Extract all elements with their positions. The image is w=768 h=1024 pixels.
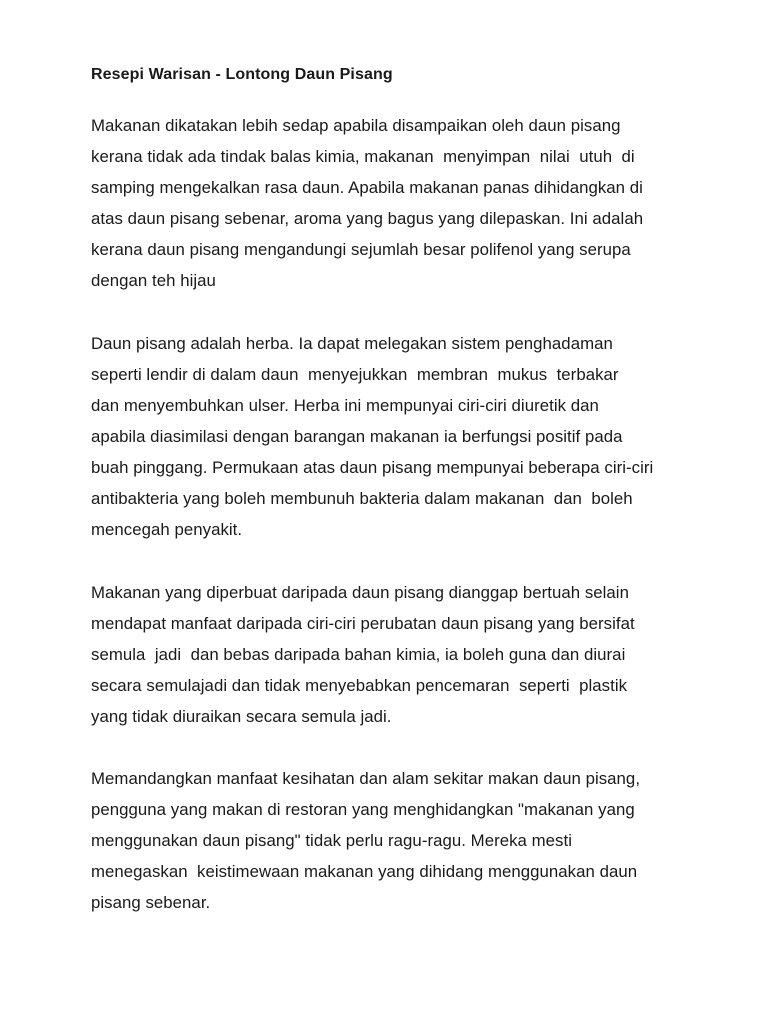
paragraph-line: Makanan yang diperbuat daripada daun pisang dianggap bertuah selain [91, 583, 629, 602]
paragraph-4 [91, 763, 711, 918]
paragraph-line: antibakteria yang boleh membunuh bakteria dalam makanan dan boleh [91, 489, 633, 508]
paragraph-line: kerana tidak ada tindak balas kimia, makanan menyimpan nilai utuh di [91, 147, 635, 166]
paragraph-line: mendapat manfaat daripada ciri-ciri perubatan daun pisang yang bersifat [91, 614, 635, 633]
paragraph-line: secara semulajadi dan tidak menyebabkan pencemaran seperti plastik [91, 676, 628, 695]
paragraph-3 [91, 577, 711, 732]
document-title: Resepi Warisan - Lontong Daun Pisang [91, 66, 393, 83]
paragraph-line: buah pinggang. Permukaan atas daun pisang mempunyai beberapa ciri-ciri [91, 458, 654, 477]
paragraph-line: atas daun pisang sebenar, aroma yang bagus yang dilepaskan. Ini adalah [91, 209, 644, 228]
paragraph-line: dengan teh hijau [91, 271, 216, 290]
paragraph-line: semula jadi dan bebas daripada bahan kimia, ia boleh guna dan diurai [91, 645, 626, 664]
paragraph-line: apabila diasimilasi dengan barangan makanan ia berfungsi positif pada [91, 427, 623, 446]
paragraph-line: mencegah penyakit. [91, 520, 243, 539]
paragraph-line: pengguna yang makan di restoran yang menghidangkan "makanan yang [91, 800, 635, 819]
paragraph-line: pisang sebenar. [91, 893, 211, 912]
paragraph-line: kerana daun pisang mengandungi sejumlah besar polifenol yang serupa [91, 240, 631, 259]
paragraph-line: Memandangkan manfaat kesihatan dan alam sekitar makan daun pisang, [91, 769, 641, 788]
paragraph-2 [91, 328, 711, 545]
paragraph-line: dan menyembuhkan ulser. Herba ini mempunyai ciri-ciri diuretik dan [91, 396, 599, 415]
paragraph-line: yang tidak diuraikan secara semula jadi. [91, 707, 392, 726]
paragraph-line: menegaskan keistimewaan makanan yang dihidang menggunakan daun [91, 862, 638, 881]
paragraph-line: samping mengekalkan rasa daun. Apabila makanan panas dihidangkan di [91, 178, 643, 197]
paragraph-1 [91, 110, 711, 296]
paragraph-line: Daun pisang adalah herba. Ia dapat melegakan sistem penghadaman [91, 334, 613, 353]
paragraph-line: menggunakan daun pisang" tidak perlu ragu-ragu. Mereka mesti [91, 831, 572, 850]
paragraph-line: seperti lendir di dalam daun menyejukkan membran mukus terbakar [91, 365, 619, 384]
paragraph-line: Makanan dikatakan lebih sedap apabila disampaikan oleh daun pisang [91, 116, 621, 135]
